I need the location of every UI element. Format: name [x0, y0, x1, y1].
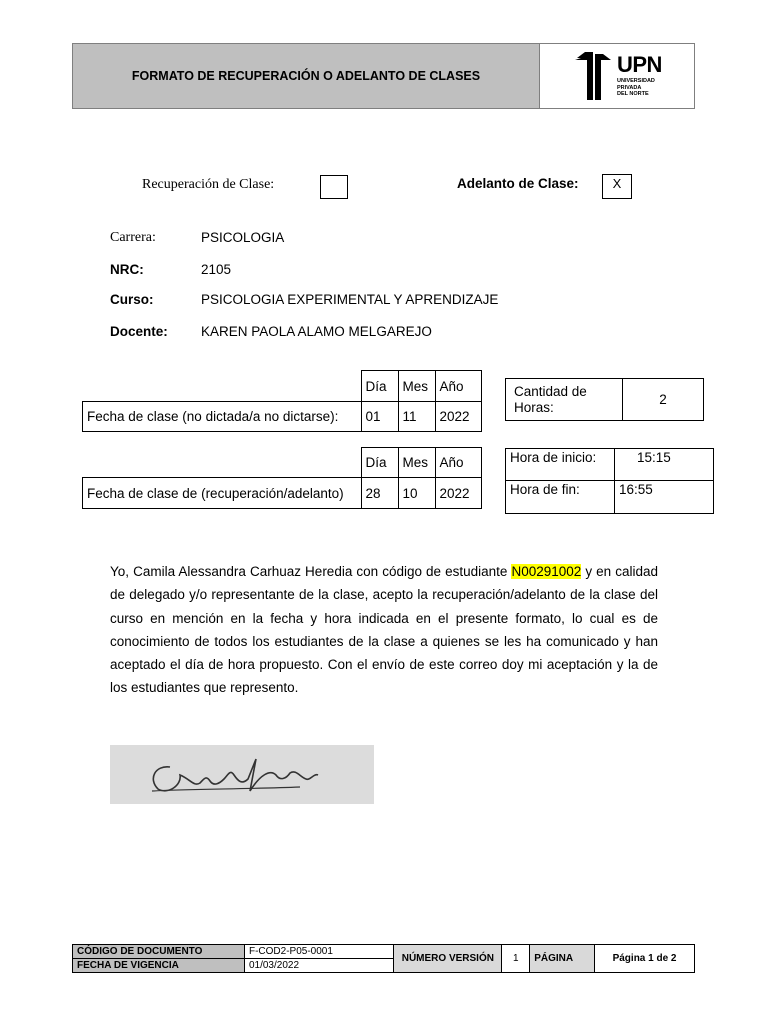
- vigencia-value: 01/03/2022: [244, 959, 393, 973]
- hora-inicio-label: Hora de inicio:: [506, 449, 615, 481]
- fecha-recuperacion-mes: 10: [398, 478, 435, 509]
- cantidad-horas-label: Cantidad de Horas:: [506, 379, 623, 421]
- adelanto-label: Adelanto de Clase:: [457, 176, 579, 191]
- hora-inicio-value: 15:15: [615, 449, 714, 481]
- document-footer: [72, 944, 695, 973]
- carrera-value: PSICOLOGIA: [201, 230, 285, 245]
- header-dia: Día: [361, 371, 398, 402]
- horario-table: [505, 448, 714, 514]
- fecha-no-dictada-anio: 2022: [435, 402, 481, 432]
- upn-arrow-icon: [573, 52, 613, 100]
- vigencia-label: FECHA DE VIGENCIA: [73, 959, 245, 973]
- logo-subtitle: UNIVERSIDAD PRIVADA DEL NORTE: [617, 78, 655, 97]
- recuperacion-label: Recuperación de Clase:: [142, 177, 275, 192]
- signature-icon: [110, 745, 374, 804]
- logo-text: UPN: [617, 52, 662, 77]
- fecha-no-dictada-dia: 01: [361, 402, 398, 432]
- curso-value: PSICOLOGIA EXPERIMENTAL Y APRENDIZAJE: [201, 292, 499, 307]
- student-code: N00291002: [511, 564, 582, 579]
- hora-fin-label: Hora de fin:: [506, 481, 615, 514]
- upn-logo: [573, 50, 683, 104]
- codigo-value: F-COD2-P05-0001: [244, 945, 393, 959]
- fecha-recuperacion-table: [82, 447, 482, 509]
- fecha-no-dictada-mes: 11: [398, 402, 435, 432]
- version-label: NÚMERO VERSIÓN: [394, 945, 502, 973]
- header-mes-2: Mes: [398, 448, 435, 478]
- hora-fin-value: 16:55: [615, 481, 714, 514]
- recuperacion-checkbox[interactable]: [320, 175, 348, 199]
- cantidad-horas-table: [505, 378, 704, 421]
- carrera-label: Carrera:: [110, 230, 156, 245]
- document-title: FORMATO DE RECUPERACIÓN O ADELANTO DE CLASES: [73, 44, 540, 108]
- nrc-label: NRC:: [110, 262, 144, 277]
- header-mes: Mes: [398, 371, 435, 402]
- signature-image: [110, 745, 374, 804]
- adelanto-checkbox[interactable]: X: [602, 174, 632, 199]
- header-dia-2: Día: [361, 448, 398, 478]
- fecha-no-dictada-label: Fecha de clase (no dictada/a no dictarse):: [83, 402, 362, 432]
- document-header: [72, 43, 695, 109]
- pagina-label: PÁGINA: [530, 945, 595, 973]
- docente-label: Docente:: [110, 324, 168, 339]
- nrc-value: 2105: [201, 262, 232, 277]
- pagina-value: Página 1 de 2: [595, 945, 695, 973]
- header-anio-2: Año: [435, 448, 481, 478]
- curso-label: Curso:: [110, 292, 154, 307]
- version-value: 1: [502, 945, 530, 973]
- fecha-no-dictada-table: [82, 370, 482, 432]
- codigo-label: CÓDIGO DE DOCUMENTO: [73, 945, 245, 959]
- declaration-paragraph: Yo, Camila Alessandra Carhuaz Heredia con código de estudiante N00291002 y en calidad de delegado y/o representante de la clase, acepto la recuperación/adelanto de la clase del curso en mención en la fecha y hora indicada en el presente formato, lo cual es de conocimiento de todos los estudiantes de la clase a quienes se les ha comunicado y han aceptado el día de hora propuesto. Con el envío de este correo doy mi aceptación y la de los estudiantes que represento.: [110, 564, 658, 696]
- header-anio: Año: [435, 371, 481, 402]
- fecha-recuperacion-anio: 2022: [435, 478, 481, 509]
- fecha-recuperacion-dia: 28: [361, 478, 398, 509]
- fecha-recuperacion-label: Fecha de clase de (recuperación/adelanto): [83, 478, 362, 509]
- cantidad-horas-value: 2: [623, 379, 704, 421]
- docente-value: KAREN PAOLA ALAMO MELGAREJO: [201, 324, 432, 339]
